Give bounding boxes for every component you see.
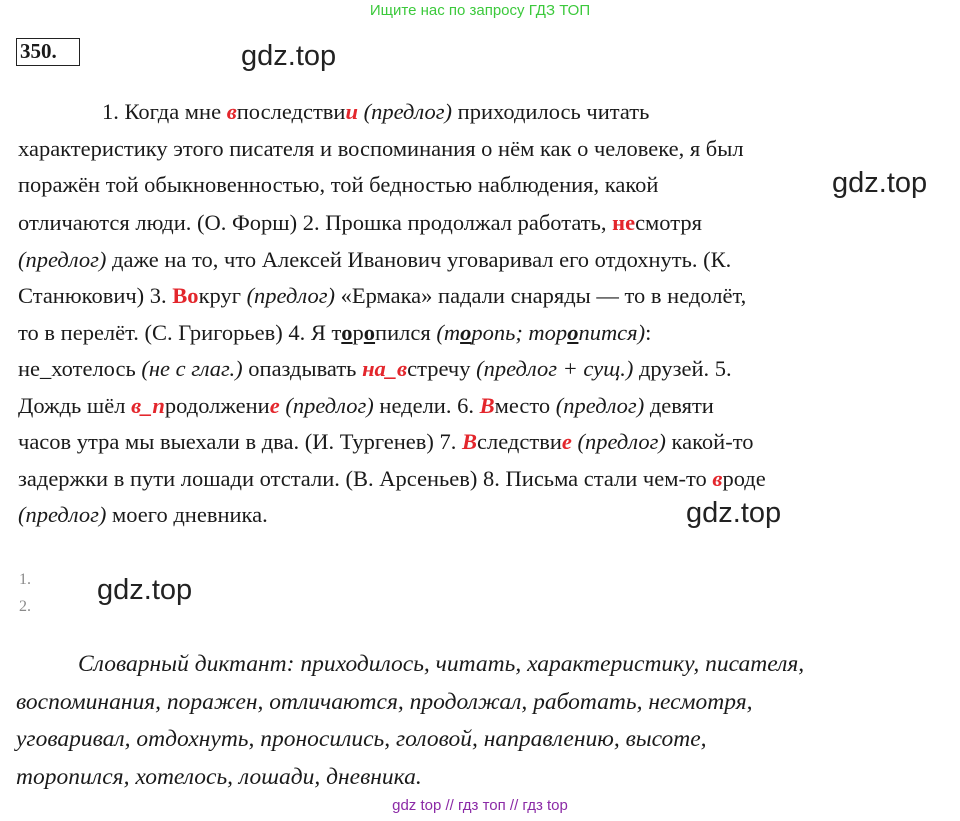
dictation-line: торопился, хотелось, лошади, дневника. bbox=[16, 763, 422, 790]
text-span: Станюкович) 3. bbox=[18, 283, 173, 308]
text-span: какой-то bbox=[665, 429, 754, 454]
grammar-note: (предлог + сущ.) bbox=[476, 356, 634, 381]
text-line bbox=[18, 424, 948, 461]
text-span: 1. Когда мне bbox=[102, 99, 227, 124]
highlight-letter: в_п bbox=[131, 392, 165, 418]
text-span: место bbox=[494, 392, 556, 418]
text-line: поражён той обыкновенностью, той бедностью наблюдения, какой bbox=[18, 172, 659, 197]
text-span: родолжени bbox=[164, 392, 270, 418]
text-span: Дождь шёл bbox=[18, 392, 132, 418]
text-line bbox=[18, 388, 948, 425]
highlight-letter: в bbox=[712, 465, 723, 491]
text-span: то в перелёт. (С. Григорьев) 4. Я т bbox=[18, 319, 342, 345]
grammar-note: (предлог) bbox=[246, 283, 335, 308]
highlight-letter: В bbox=[462, 429, 478, 454]
text-line bbox=[18, 315, 948, 352]
text-line: характеристику этого писателя и воспоминания о нём как о человеке, я был bbox=[18, 135, 744, 161]
underlined-letter: о bbox=[341, 319, 353, 345]
text-span: «Ермака» падали снаряды — то в недолёт, bbox=[334, 283, 747, 308]
text-line bbox=[18, 278, 948, 315]
grammar-note: пится) bbox=[578, 319, 646, 345]
watermark: gdz.top bbox=[97, 574, 193, 606]
highlight-letter: е bbox=[269, 392, 280, 418]
text-line bbox=[18, 242, 948, 279]
text-line bbox=[18, 205, 948, 242]
grammar-note: (т bbox=[436, 319, 461, 345]
dictation-text bbox=[16, 646, 951, 796]
highlight-letter: на_в bbox=[362, 356, 408, 381]
grammar-note: (не с глаг.) bbox=[141, 356, 243, 381]
highlight-letter: е bbox=[561, 429, 572, 454]
text-span: недели. 6. bbox=[373, 392, 480, 418]
list-item: 1. bbox=[19, 571, 31, 588]
text-span: роде bbox=[722, 465, 766, 491]
underlined-letter: о bbox=[363, 319, 376, 345]
watermark: gdz.top bbox=[241, 40, 337, 72]
text-line bbox=[18, 351, 948, 388]
list-item: 2. bbox=[19, 598, 31, 615]
text-span: даже на то, что Алексей Иванович уговаривал его отдохнуть. (К. bbox=[106, 246, 732, 272]
list-markers bbox=[19, 566, 31, 620]
grammar-note: (предлог) bbox=[555, 392, 645, 418]
grammar-note: (предлог) bbox=[357, 99, 453, 124]
exercise-text bbox=[18, 94, 948, 534]
text-span: моего дневника. bbox=[106, 502, 268, 527]
watermark: gdz.top bbox=[686, 497, 782, 529]
highlight-letter: в bbox=[226, 99, 237, 124]
text-span: пился bbox=[375, 319, 437, 345]
text-span: опаздывать bbox=[242, 356, 363, 381]
exercise-number: 350. bbox=[16, 38, 80, 66]
grammar-note: (предлог) bbox=[18, 502, 107, 527]
text-span: друзей. 5. bbox=[633, 356, 732, 381]
grammar-note: (предлог) bbox=[18, 246, 107, 272]
underlined-letter: о bbox=[567, 319, 579, 345]
grammar-note: (предлог) bbox=[279, 392, 374, 418]
text-span: стречу bbox=[407, 356, 477, 381]
highlight-letter: Во bbox=[172, 283, 199, 308]
text-span: девяти bbox=[644, 392, 714, 418]
text-span: р bbox=[352, 319, 364, 345]
text-span: не_хотелось bbox=[18, 356, 142, 381]
text-line bbox=[18, 497, 948, 534]
text-span: последстви bbox=[236, 99, 346, 124]
grammar-note: ропь; тор bbox=[471, 319, 568, 345]
highlight-letter: В bbox=[479, 392, 495, 418]
text-line bbox=[18, 94, 948, 131]
grammar-note: (предлог) bbox=[571, 429, 666, 454]
text-span: отличаются люди. (О. Форш) 2. Прошка продолжал работать, bbox=[18, 210, 613, 235]
text-span: круг bbox=[198, 283, 247, 308]
top-banner[interactable]: Ищите нас по запросу ГДЗ ТОП bbox=[369, 2, 591, 19]
text-span: следстви bbox=[477, 429, 562, 454]
text-line bbox=[18, 461, 948, 498]
text-span: приходилось читать bbox=[452, 99, 650, 124]
highlight-letter: и bbox=[345, 99, 358, 124]
underlined-letter: о bbox=[460, 319, 472, 345]
text-span: задержки в пути лошади отстали. (В. Арсеньев) 8. Письма стали чем-то bbox=[18, 465, 713, 491]
dictation-line: уговаривал, отдохнуть, проносились, головой, направлению, высоте, bbox=[16, 726, 707, 752]
highlight-letter: не bbox=[612, 210, 636, 235]
dictation-line: Словарный диктант: приходилось, читать, характеристику, писателя, bbox=[78, 651, 805, 677]
watermark: gdz.top bbox=[832, 167, 928, 199]
text-span: часов утра мы выехали в два. (И. Тургенев) 7. bbox=[18, 429, 463, 454]
text-span: : bbox=[645, 319, 652, 345]
footer-links[interactable]: gdz top // гдз топ // гдз top bbox=[392, 797, 568, 814]
dictation-line: воспоминания, поражен, отличаются, продолжал, работать, несмотря, bbox=[16, 688, 753, 715]
text-span: смотря bbox=[635, 210, 702, 235]
